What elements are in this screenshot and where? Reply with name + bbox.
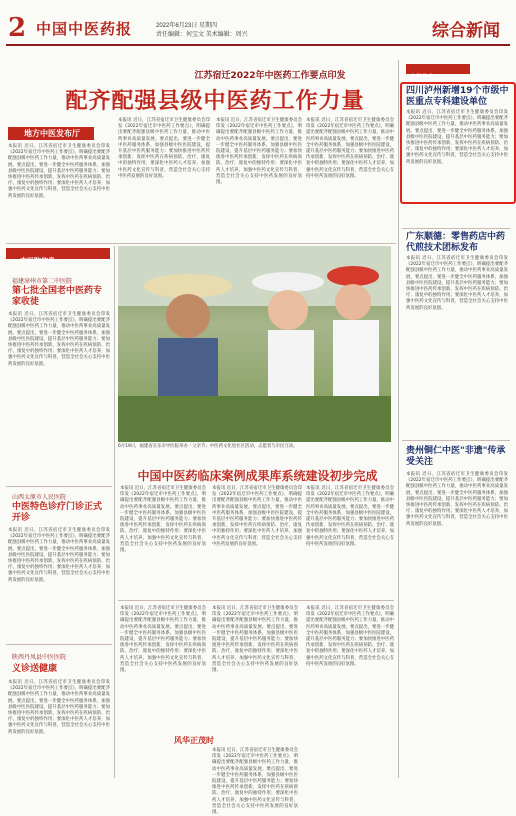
right-story1-title: 四川泸州新增19个市级中医重点专科建设单位 [406,86,509,107]
divider [6,486,112,487]
lead-body-col4: 本报讯 近日，江苏省宿迁市卫生健康委员会印发《2022年宿迁市中医药工作要点》，明确提出要配齐配强县级中医药工作力量，推动中医药事业高质量发展。要点提出，要进一步健全中医药服务体系，加强县级中医医院建设，提升基层中医药服务能力；要加快推进中医药传承创新，发挥中医药在疾病预防、治疗、康复中的独特作用；要深化中医药人才培养，加强中医药文化宣传与科普，营造全社会关心支持中医药发展的良好氛围。 [306,118,395,179]
lower-body-col1: 本报讯 近日，江苏省宿迁市卫生健康委员会印发《2022年宿迁市中医药工作要点》，明确提出要配齐配强县级中医药工作力量，推动中医药事业高质量发展。要点提出，要进一步健全中医药服务体系，加强县级中医医院建设，提升基层中医药服务能力；要加快推进中医药传承创新，发挥中医药在疾病预防、治疗、康复中的独特作用；要深化中医药人才培养，加强中医药文化宣传与科普，营造全社会关心支持中医药发展的良好氛围。 [120,606,206,674]
lead-body-col1: 本报讯 近日，江苏省宿迁市卫生健康委员会印发《2022年宿迁市中医药工作要点》，明确提出要配齐配强县级中医药工作力量，推动中医药事业高质量发展。要点提出，要进一步健全中医药服务体系，加强县级中医医院建设，提升基层中医药服务能力；要加快推进中医药传承创新，发挥中医药在疾病预防、治疗、康复中的独特作用；要深化中医药人才培养，加强中医药文化宣传与科普，营造全社会关心支持中医药发展的良好氛围。 [8,144,110,199]
man-face [166,294,210,338]
divider [118,600,394,601]
child-hat [252,272,324,292]
story1-title: 第七批全国老中医药专家收徒 [12,286,103,307]
divider [6,644,112,645]
right-story3-title: 贵州铜仁中医"非遗"传承受关注 [406,446,506,467]
photo-illustration [118,246,391,442]
story1-body: 本报讯 近日，江苏省宿迁市卫生健康委员会印发《2022年宿迁市中医药工作要点》，明确提出要配齐配强县级中医药工作力量，推动中医药事业高质量发展。要点提出，要进一步健全中医药服务体系，加强县级中医医院建设，提升基层中医药服务能力；要加快推进中医药传承创新，发挥中医药在疾病预防、治疗、康复中的独特作用；要深化中医药人才培养，加强中医药文化宣传与科普，营造全社会关心支持中医药发展的良好氛围。 [8,312,110,367]
bottom-feature-title: 风华正茂时 [174,736,214,745]
regional-news-header [406,64,470,81]
middle-body-col1: 本报讯 近日，江苏省宿迁市卫生健康委员会印发《2022年宿迁市中医药工作要点》，明确提出要配齐配强县级中医药工作力量，推动中医药事业高质量发展。要点提出，要进一步健全中医药服务体系，加强县级中医医院建设，提升基层中医药服务能力；要加快推进中医药传承创新，发挥中医药在疾病预防、治疗、康复中的独特作用；要深化中医药人才培养，加强中医药文化宣传与科普，营造全社会关心支持中医药发展的良好氛围。 [120,486,206,554]
story3-title: 义诊送健康 [12,664,58,674]
column-rule [398,60,399,778]
hospital-news-label: 中医院信息 [20,257,55,265]
masthead [6,14,510,46]
hospital-news-header [6,248,110,265]
lead-kicker: 江苏宿迁2022年中医药工作要点印发 [194,71,346,81]
story3-body: 本报讯 近日，江苏省宿迁市卫生健康委员会印发《2022年宿迁市中医药工作要点》，明确提出要配齐配强县级中医药工作力量，推动中医药事业高质量发展。要点提出，要进一步健全中医药服务体系，加强县级中医医院建设，提升基层中医药服务能力；要加快推进中医药传承创新，发挥中医药在疾病预防、治疗、康复中的独特作用；要深化中医药人才培养，加强中医药文化宣传与科普，营造全社会关心支持中医药发展的良好氛围。 [8,680,110,735]
middle-headline: 中国中医药临床案例成果库系统建设初步完成 [137,469,378,483]
story2-title: 中医特色诊疗门诊正式开诊 [12,502,103,523]
editor-credit: 责任编辑：何宝文 美术编辑：周兴 [156,32,248,38]
child-face [268,290,308,330]
middle-body-col3: 本报讯 近日，江苏省宿迁市卫生健康委员会印发《2022年宿迁市中医药工作要点》，明确提出要配齐配强县级中医药工作力量，推动中医药事业高质量发展。要点提出，要进一步健全中医药服务体系，加强县级中医医院建设，提升基层中医药服务能力；要加快推进中医药传承创新，发挥中医药在疾病预防、治疗、康复中的独特作用；要深化中医药人才培养，加强中医药文化宣传与科普，营造全社会关心支持中医药发展的良好氛围。 [306,486,395,547]
lower-body-col3: 本报讯 近日，江苏省宿迁市卫生健康委员会印发《2022年宿迁市中医药工作要点》，明确提出要配齐配强县级中医药工作力量，推动中医药事业高质量发展。要点提出，要进一步健全中医药服务体系，加强县级中医医院建设，提升基层中医药服务能力；要加快推进中医药传承创新，发挥中医药在疾病预防、治疗、康复中的独特作用；要深化中医药人才培养，加强中医药文化宣传与科普，营造全社会关心支持中医药发展的良好氛围。 [306,606,395,667]
story3-kicker: 陕西丹凤县中医医院 [12,654,67,661]
story2-kicker: 山西太原市人民医院 [12,494,67,501]
story1-kicker: 福建漳州市第二中医院 [12,278,73,285]
girl-shirt [333,320,379,400]
lower-body-col2: 本报讯 近日，江苏省宿迁市卫生健康委员会印发《2022年宿迁市中医药工作要点》，明确提出要配齐配强县级中医药工作力量，推动中医药事业高质量发展。要点提出，要进一步健全中医药服务体系，加强县级中医医院建设，提升基层中医药服务能力；要加快推进中医药传承创新，发挥中医药在疾病预防、治疗、康复中的独特作用；要深化中医药人才培养，加强中医药文化宣传与科普，营造全社会关心支持中医药发展的良好氛围。 [212,606,298,674]
lead-headline: 配齐配强县级中医药工作力量 [65,89,365,114]
issue-date: 2022年6月23日 星期四 [156,23,218,29]
plants [118,396,391,442]
red-cap [327,266,379,286]
girl-face [335,284,371,320]
right-story2-body: 本报讯 近日，江苏省宿迁市卫生健康委员会印发《2022年宿迁市中医药工作要点》，明确提出要配齐配强县级中医药工作力量，推动中医药事业高质量发展。要点提出，要进一步健全中医药服务体系，加强县级中医医院建设，提升基层中医药服务能力；要加快推进中医药传承创新，发挥中医药在疾病预防、治疗、康复中的独特作用；要深化中医药人才培养，加强中医药文化宣传与科普，营造全社会关心支持中医药发展的良好氛围。 [406,256,508,311]
page-number: 2 [8,13,27,43]
column-rule [114,246,115,778]
lead-body-col2: 本报讯 近日，江苏省宿迁市卫生健康委员会印发《2022年宿迁市中医药工作要点》，明确提出要配齐配强县级中医药工作力量，推动中医药事业高质量发展。要点提出，要进一步健全中医药服务体系，加强县级中医医院建设，提升基层中医药服务能力；要加快推进中医药传承创新，发挥中医药在疾病预防、治疗、康复中的独特作用；要深化中医药人才培养，加强中医药文化宣传与科普，营造全社会关心支持中医药发展的良好氛围。 [118,118,210,179]
local-release-tag [8,127,94,140]
lead-body-col3: 本报讯 近日，江苏省宿迁市卫生健康委员会印发《2022年宿迁市中医药工作要点》，明确提出要配齐配强县级中医药工作力量，推动中医药事业高质量发展。要点提出，要进一步健全中医药服务体系，加强县级中医医院建设，提升基层中医药服务能力；要加快推进中医药传承创新，发挥中医药在疾病预防、治疗、康复中的独特作用；要深化中医药人才培养，加强中医药文化宣传与科普，营造全社会关心支持中医药发展的良好氛围。 [216,118,302,186]
divider [6,243,396,244]
right-story3-body: 本报讯 近日，江苏省宿迁市卫生健康委员会印发《2022年宿迁市中医药工作要点》，明确提出要配齐配强县级中医药工作力量，推动中医药事业高质量发展。要点提出，要进一步健全中医药服务体系，加强县级中医医院建设，提升基层中医药服务能力；要加快推进中医药传承创新，发挥中医药在疾病预防、治疗、康复中的独特作用；要深化中医药人才培养，加强中医药文化宣传与科普，营造全社会关心支持中医药发展的良好氛围。 [406,472,508,527]
story2-body: 本报讯 近日，江苏省宿迁市卫生健康委员会印发《2022年宿迁市中医药工作要点》，明确提出要配齐配强县级中医药工作力量，推动中医药事业高质量发展。要点提出，要进一步健全中医药服务体系，加强县级中医医院建设，提升基层中医药服务能力；要加快推进中医药传承创新，发挥中医药在疾病预防、治疗、康复中的独特作用；要深化中医药人才培养，加强中医药文化宣传与科普，营造全社会关心支持中医药发展的良好氛围。 [8,528,110,583]
section-title: 综合新闻 [432,21,500,41]
paper-name: 中国中医药报 [36,20,133,38]
photo-caption: 6月19日，福建省长乐市中医院举办「父亲节」中医药文化进社区活动，志愿者与市民互动。 [118,444,298,449]
middle-body-col2: 本报讯 近日，江苏省宿迁市卫生健康委员会印发《2022年宿迁市中医药工作要点》，明确提出要配齐配强县级中医药工作力量，推动中医药事业高质量发展。要点提出，要进一步健全中医药服务体系，加强县级中医医院建设，提升基层中医药服务能力；要加快推进中医药传承创新，发挥中医药在疾病预防、治疗、康复中的独特作用；要深化中医药人才培养，加强中医药文化宣传与科普，营造全社会关心支持中医药发展的良好氛围。 [212,486,302,547]
local-release-label: 地方中医发布厅 [24,129,80,138]
regional-news-label: 各地信息 [410,74,435,81]
right-story2-title: 广东顺德：零售药店中药代煎技术团标发布 [406,232,506,253]
divider [402,440,510,441]
right-story1-body: 本报讯 近日，江苏省宿迁市卫生健康委员会印发《2022年宿迁市中医药工作要点》，明确提出要配齐配强县级中医药工作力量，推动中医药事业高质量发展。要点提出，要进一步健全中医药服务体系，加强县级中医医院建设，提升基层中医药服务能力；要加快推进中医药传承创新，发挥中医药在疾病预防、治疗、康复中的独特作用；要深化中医药人才培养，加强中医药文化宣传与科普，营造全社会关心支持中医药发展的良好氛围。 [406,110,508,165]
bottom-feature-body: 本报讯 近日，江苏省宿迁市卫生健康委员会印发《2022年宿迁市中医药工作要点》，明确提出要配齐配强县级中医药工作力量，推动中医药事业高质量发展。要点提出，要进一步健全中医药服务体系，加强县级中医医院建设，提升基层中医药服务能力；要加快推进中医药传承创新，发挥中医药在疾病预防、治疗、康复中的独特作用；要深化中医药人才培养，加强中医药文化宣传与科普，营造全社会关心支持中医药发展的良好氛围。 [212,748,298,816]
feature-photo [118,246,391,442]
divider [402,228,510,229]
